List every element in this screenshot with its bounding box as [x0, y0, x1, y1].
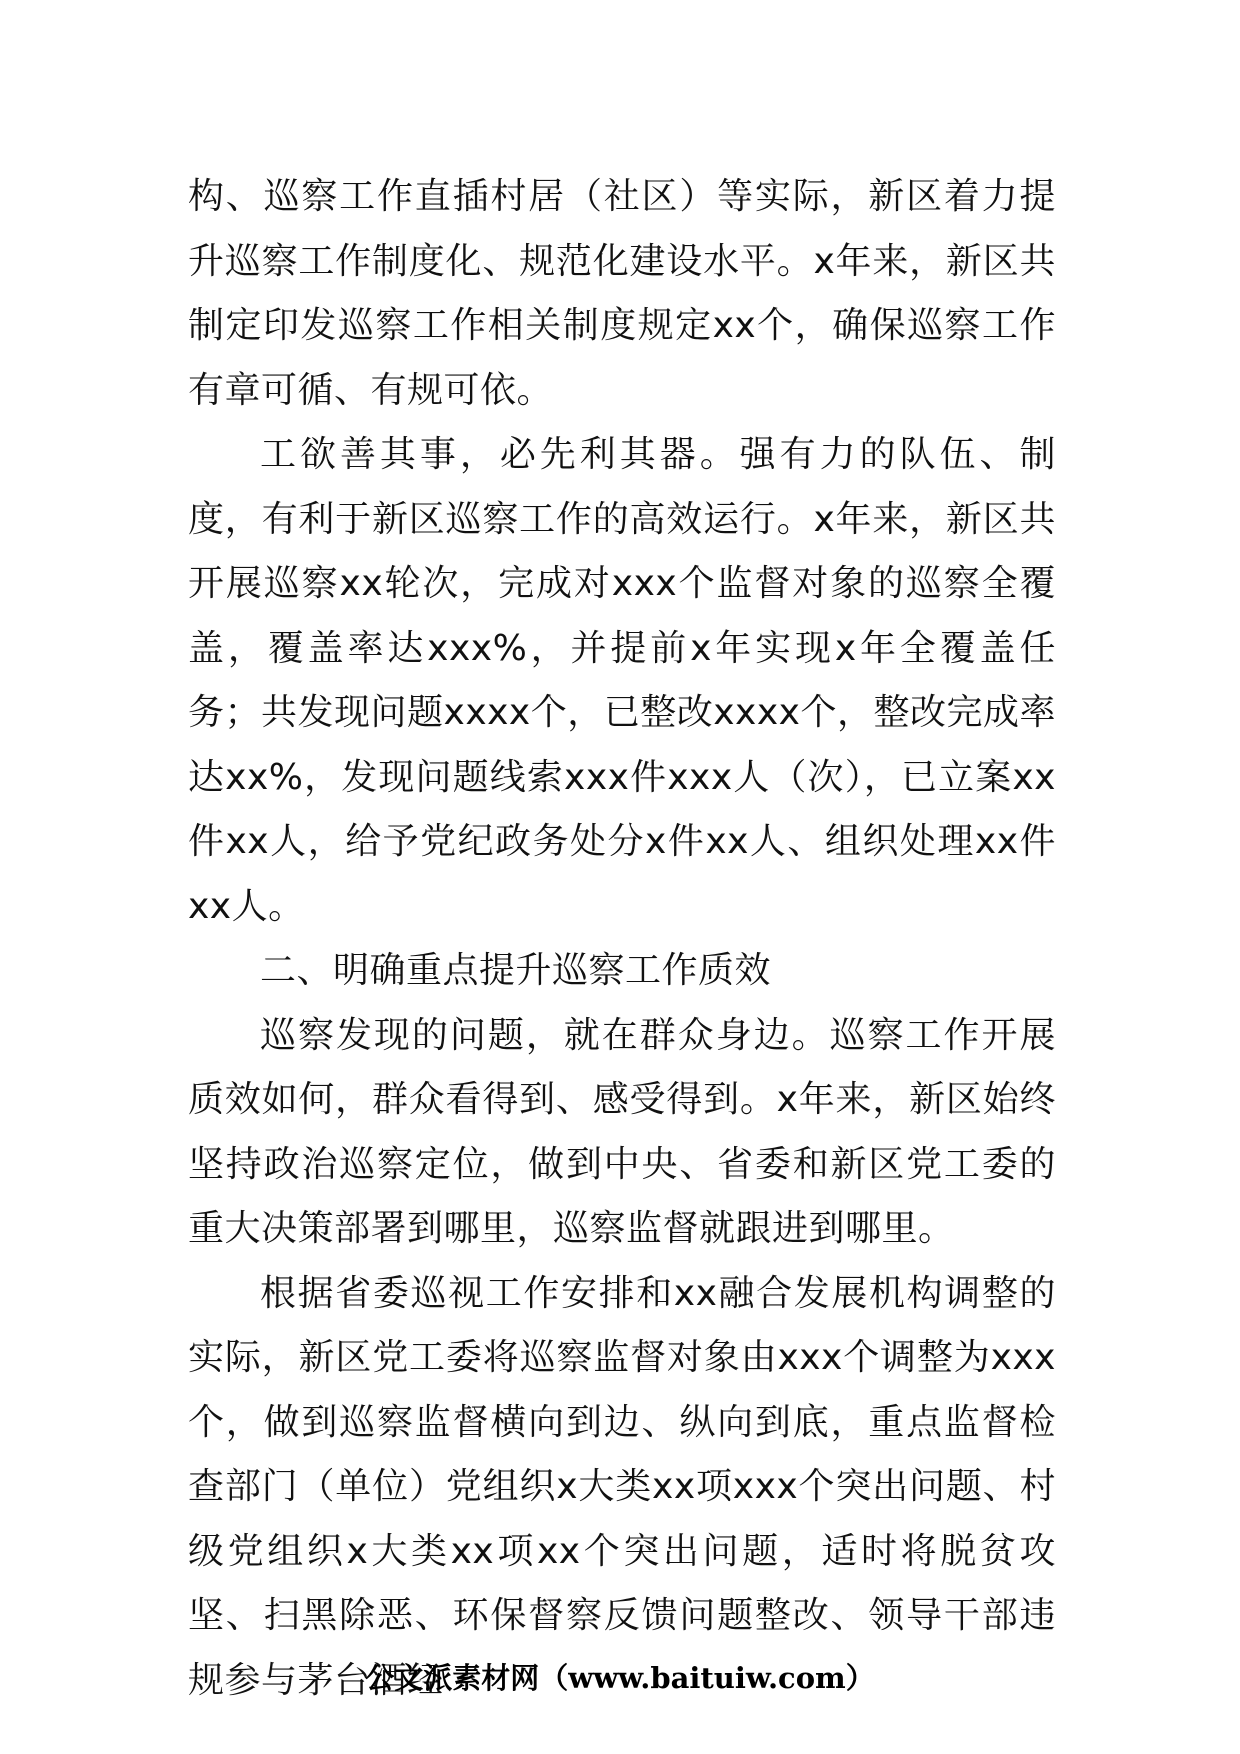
paragraph: 巡察发现的问题，就在群众身边。巡察工作开展质效如何，群众看得到、感受得到。x年来，新区始终坚持政治巡察定位，做到中央、省委和新区党工委的重大决策部署到哪里，巡察监督就跟进到哪里。 [188, 1014, 1056, 1249]
paragraph: 根据省委巡视工作安排和xx融合发展机构调整的实际，新区党工委将巡察监督对象由xxx个调整为xxx个，做到巡察监督横向到边、纵向到底，重点监督检查部门（单位）党组织x大类xx项xxx个突出问题、村级党组织x大类xx项xx个突出问题，适时将脱贫攻坚、扫黑除恶、环保督察反馈问题整改、领导干部违规参与茅台酒经 [188, 1272, 1056, 1701]
document-body [188, 165, 1056, 1713]
paragraph: 工欲善其事，必先利其器。强有力的队伍、制度，有利于新区巡察工作的高效运行。x年来，新区共开展巡察xx轮次，完成对xxx个监督对象的巡察全覆盖，覆盖率达xxx%，并提前x年实现x年全覆盖任务；共发现问题xxxx个，已整改xxxx个，整改完成率达xx%，发现问题线索xxx件xxx人（次），已立案xx件xx人，给予党纪政务处分x件xx人、组织处理xx件xx人。 [188, 434, 1056, 927]
paragraph-continuation: 构、巡察工作直插村居（社区）等实际，新区着力提升巡察工作制度化、规范化建设水平。x年来，新区共制定印发巡察工作相关制度规定xx个，确保巡察工作有章可循、有规可依。 [188, 176, 1056, 411]
section-heading: 二、明确重点提升巡察工作质效 [260, 950, 772, 991]
page-footer-watermark: 公文派素材网（www.baituiw.com） [365, 1661, 875, 1695]
